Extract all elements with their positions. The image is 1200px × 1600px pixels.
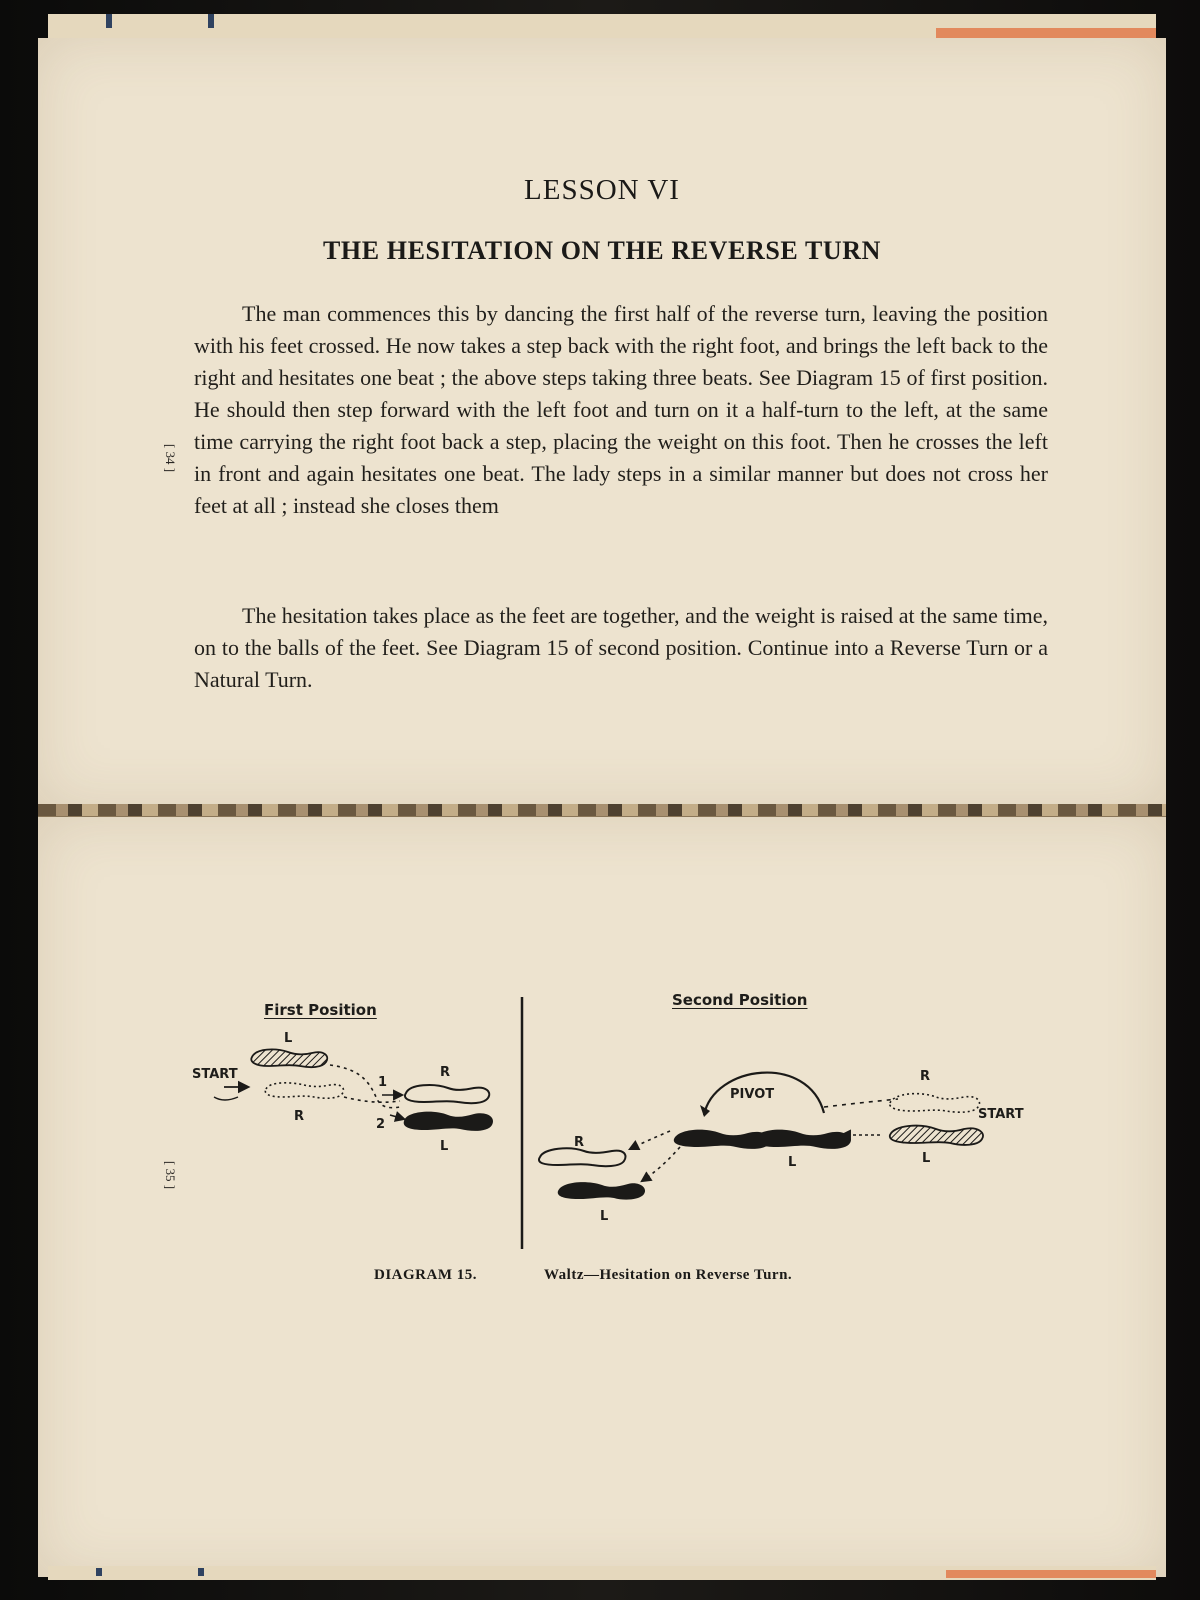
step-path <box>824 1099 898 1107</box>
foot-l-solid <box>404 1112 493 1131</box>
edge-mark <box>96 1568 102 1576</box>
step-path <box>344 1097 400 1102</box>
orange-edge-strip <box>946 1570 1156 1578</box>
foot-label-r: R <box>574 1135 585 1150</box>
footstep-diagram <box>38 817 1166 1577</box>
second-position-title: Second Position <box>672 991 808 1009</box>
page-number: [ 35 ] <box>163 1160 179 1190</box>
page-number: [ 34 ] <box>163 443 179 473</box>
start-label: START <box>192 1067 238 1082</box>
foot-label-l: L <box>922 1151 931 1166</box>
foot-label-l: L <box>284 1031 293 1046</box>
pivot-arrowhead <box>700 1105 710 1117</box>
body-paragraph: The man commences this by dancing the first half of the reverse turn, leaving the position with his feet crossed. He now takes a step back with the right foot, and brings the left back to the right and hesitates one beat ; the above steps taking three beats. See Diagram 15 of first position. He should then step forward with the left foot and turn on it a half-turn to the left, at the same time carrying the right foot back a step, placing the weight on this foot. Then he crosses the left in front and again hesitates one beat. The lady steps in a similar manner but does not cross her feet at all ; instead she closes them <box>194 301 1048 518</box>
book-spine-gutter <box>38 804 1166 816</box>
foot-label-l: L <box>440 1139 449 1154</box>
step-number-1: 1 <box>378 1075 388 1090</box>
orange-edge-strip <box>936 28 1156 38</box>
pivot-label: PIVOT <box>730 1087 775 1102</box>
foot-r-dotted <box>890 1094 980 1113</box>
lesson-heading: THE HESITATION ON THE REVERSE TURN <box>322 236 882 265</box>
step-arrow-5 <box>642 1147 680 1181</box>
foot-label-l: L <box>788 1155 797 1170</box>
diagram-caption-title: Waltz—Hesitation on Reverse Turn. <box>544 1267 793 1283</box>
foot-l-hatched <box>890 1126 983 1145</box>
step-arrow-2 <box>390 1115 404 1119</box>
step-arrow-4 <box>630 1131 670 1149</box>
foot-label-r: R <box>294 1109 305 1124</box>
edge-mark <box>198 1568 204 1576</box>
bottom-page-edge <box>48 1566 1156 1580</box>
start-flourish <box>214 1097 238 1100</box>
foot-r-outline <box>539 1148 626 1166</box>
diagram-caption-number: DIAGRAM 15. <box>374 1267 477 1283</box>
lesson-label: LESSON VI <box>524 174 680 206</box>
body-paragraph: The hesitation takes place as the feet are together, and the weight is raised at the same time, on to the balls of the feet. See Diagram 15 of second position. Continue into a Reverse Turn or a Natural Turn. <box>194 603 1048 692</box>
foot-pivot-solid <box>754 1130 851 1149</box>
first-position-title: First Position <box>264 1001 377 1019</box>
step-number-2: 2 <box>376 1117 386 1132</box>
edge-mark <box>106 14 112 28</box>
foot-label-r: R <box>920 1069 931 1084</box>
foot-label-l: L <box>600 1209 609 1224</box>
foot-l-solid <box>558 1182 645 1200</box>
foot-l-hatched <box>251 1049 327 1067</box>
foot-r-outline <box>405 1085 489 1103</box>
start-label: START <box>978 1107 1024 1122</box>
foot-r-dotted <box>265 1083 343 1098</box>
top-page <box>38 38 1166 810</box>
edge-mark <box>208 14 214 28</box>
bottom-page <box>38 816 1166 1577</box>
foot-label-r: R <box>440 1065 451 1080</box>
